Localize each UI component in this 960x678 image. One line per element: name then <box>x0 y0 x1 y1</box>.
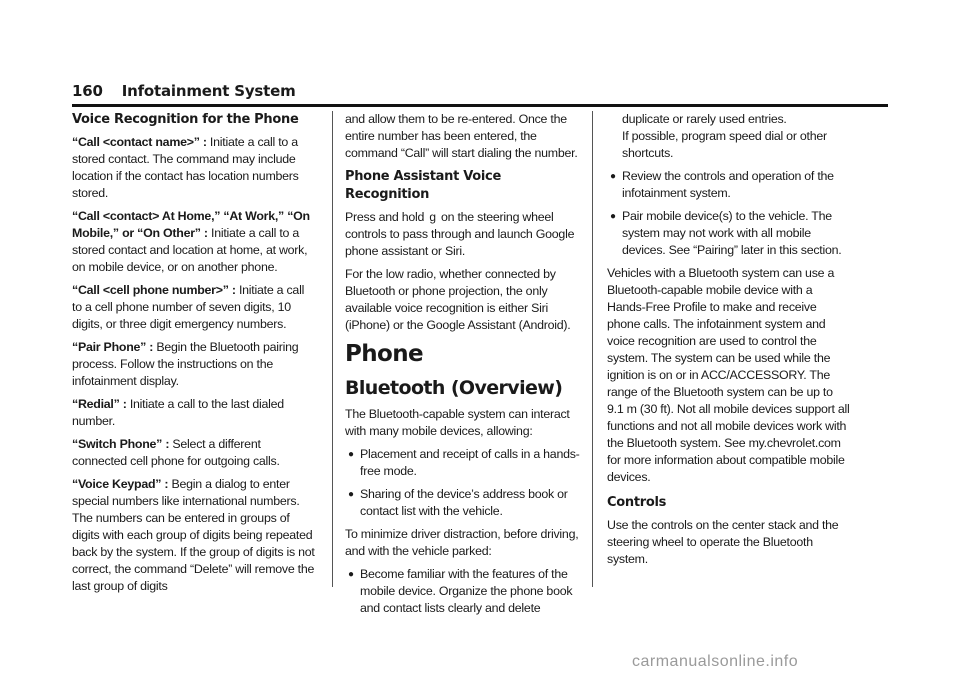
page-number: 160 <box>72 82 103 100</box>
paragraph: Vehicles with a Bluetooth system can use a Bluetooth-capable mobile device with a Hands-Free Profile to make and receive phone calls. The infotainment system and voice recognition are used to control the system. The system can be used while the ignition is on or in ACC/ACCESSORY. The range of the Bluetooth system can be up to 9.1 m (30 ft). Not all mobile devices support all functions and not all mobile devices work with the Bluetooth system. See my.chevrolet.com for more information about compatible mobile devices. <box>607 266 850 484</box>
paragraph: and allow them to be re-entered. Once the entire number has been entered, the command “Call” will start dialing the number. <box>345 112 578 160</box>
paragraph: If possible, program speed dial or other shortcuts. <box>622 129 827 160</box>
voice-recognition-icon: g <box>429 210 436 224</box>
paragraph: duplicate or rarely used entries. <box>622 112 787 126</box>
page-header <box>72 82 296 100</box>
bullet-list <box>345 566 589 617</box>
bullet-list <box>345 446 589 520</box>
paragraph: The Bluetooth-capable system can interact with many mobile devices, allowing: <box>345 407 570 438</box>
list-item: ● Placement and receipt of calls in a hands-free mode. <box>348 447 580 478</box>
heading-bluetooth-overview: Bluetooth (Overview) <box>345 377 563 399</box>
list-item: ● Pair mobile device(s) to the vehicle. The system may not work with all mobile devices. See “Pairing” later in this section. <box>610 209 842 257</box>
command-item: “Call <cell phone number>” : Initiate a call to a cell phone number of seven digits, 10 digits, or three digit emergency numbers. <box>72 283 305 331</box>
bullet-icon: ● <box>348 569 354 580</box>
bullet-icon: ● <box>610 171 616 182</box>
heading-controls: Controls <box>607 495 667 510</box>
header-rule <box>72 104 888 107</box>
bullet-icon: ● <box>610 211 616 222</box>
column-divider-1 <box>332 111 333 587</box>
list-item: ● Become familiar with the features of the mobile device. Organize the phone book and contact lists clearly and delete <box>348 567 573 615</box>
command-item: “Pair Phone” : Begin the Bluetooth pairing process. Follow the instructions on the infotainment display. <box>72 340 299 388</box>
paragraph: Press and hold g on the steering wheel controls to pass through and launch Google phone assistant or Siri. <box>345 210 575 258</box>
bullet-icon: ● <box>348 489 354 500</box>
paragraph: For the low radio, whether connected by Bluetooth or phone projection, the only available voice recognition is either Siri (iPhone) or the Google Assistant (Android). <box>345 267 571 332</box>
watermark: carmanualsonline.info <box>632 653 799 670</box>
command-item: “Switch Phone” : Select a different connected cell phone for outgoing calls. <box>72 437 280 468</box>
heading-phone-assistant: Phone Assistant Voice Recognition <box>345 169 501 202</box>
column-1 <box>72 111 316 601</box>
column-divider-2 <box>592 111 593 587</box>
bullet-icon: ● <box>348 449 354 460</box>
paragraph: Use the controls on the center stack and the steering wheel to operate the Bluetooth system. <box>607 518 839 566</box>
section-title: Infotainment System <box>121 82 296 100</box>
command-item: “Call <contact name>” : Initiate a call to a stored contact. The command may include location if the contact has location numbers stored. <box>72 135 299 200</box>
command-item: “Voice Keypad” : Begin a dialog to enter special numbers like international numbers. The numbers can be entered in groups of digits with each group of digits being repeated back by the system. If the group of digits is not correct, the command “Delete” will remove the last group of digits <box>72 477 315 593</box>
list-item: ● Review the controls and operation of the infotainment system. <box>610 169 834 200</box>
column-2 <box>345 111 589 623</box>
command-item: “Redial” : Initiate a call to the last dialed number. <box>72 397 284 428</box>
paragraph: To minimize driver distraction, before driving, and with the vehicle parked: <box>345 527 579 558</box>
command-item: “Call <contact> At Home,” “At Work,” “On Mobile,” or “On Other” : Initiate a call to a stored contact and location at home, at work, on mobile device, or on another phone. <box>72 209 310 274</box>
bullet-list <box>607 168 851 259</box>
column-3 <box>607 111 851 574</box>
list-item: ● Sharing of the device’s address book or contact list with the vehicle. <box>348 487 568 518</box>
heading-voice-recognition: Voice Recognition for the Phone <box>72 112 299 127</box>
heading-phone: Phone <box>345 341 424 367</box>
